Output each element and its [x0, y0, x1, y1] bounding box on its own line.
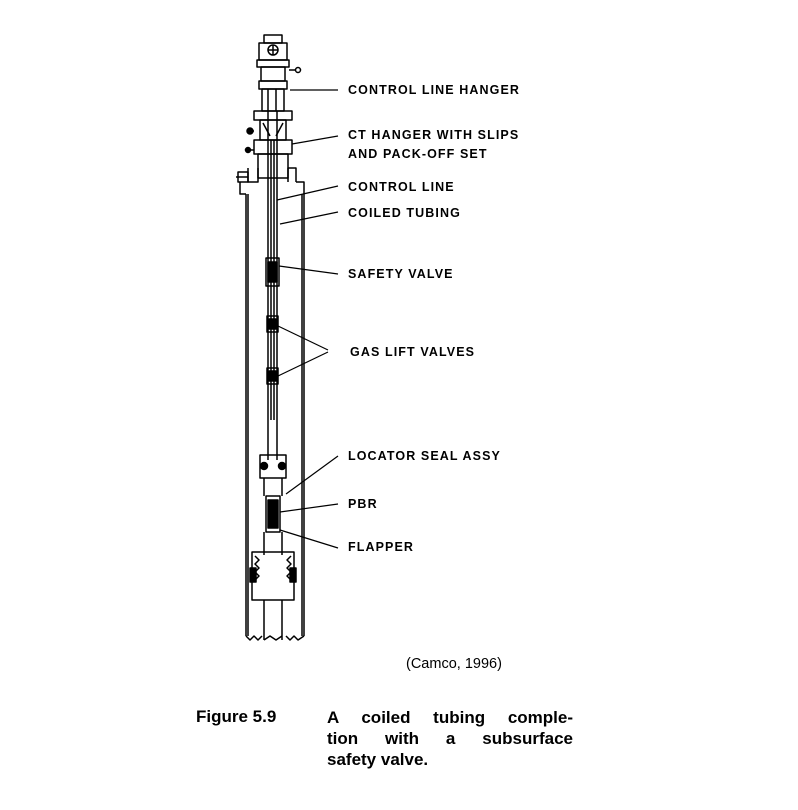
- leader-gas-lift-upper: [278, 326, 328, 350]
- leader-pbr: [280, 504, 338, 512]
- safety-valve-body: [266, 258, 279, 286]
- wellhead-cap: [257, 35, 301, 89]
- leader-lines: [277, 90, 338, 548]
- leader-flapper: [280, 530, 338, 548]
- label-control-line: CONTROL LINE: [348, 180, 455, 194]
- gas-lift-valve-upper: [267, 316, 278, 332]
- label-gas-lift-valves: GAS LIFT VALVES: [350, 345, 476, 359]
- label-ct-hanger-line2: AND PACK-OFF SET: [348, 147, 488, 161]
- label-pbr: PBR: [348, 497, 378, 511]
- figure-number: Figure 5.9: [196, 707, 277, 726]
- leader-coiled-tubing: [280, 212, 338, 224]
- leader-locator-seal: [286, 456, 338, 494]
- caption-line-1: A coiled tubing comple-: [327, 708, 573, 727]
- pbr-flapper: [264, 496, 282, 555]
- figure-caption: [327, 707, 573, 770]
- leader-safety-valve: [279, 266, 338, 274]
- label-flapper: FLAPPER: [348, 540, 415, 554]
- source-citation: (Camco, 1996): [406, 656, 502, 672]
- label-ct-hanger-line1: CT HANGER WITH SLIPS: [348, 128, 520, 142]
- caption-line-3: safety valve.: [327, 750, 429, 769]
- packer: [250, 552, 296, 640]
- leader-control-line: [277, 186, 338, 200]
- casing-head: [236, 168, 304, 194]
- label-coiled-tubing: COILED TUBING: [348, 206, 461, 220]
- locator-seal-assembly: [260, 455, 286, 496]
- label-safety-valve: SAFETY VALVE: [348, 267, 454, 281]
- label-locator-seal-assy: LOCATOR SEAL ASSY: [348, 449, 501, 463]
- leader-gas-lift-lower: [278, 352, 328, 376]
- label-control-line-hanger: CONTROL LINE HANGER: [348, 83, 521, 97]
- leader-ct-hanger: [292, 136, 338, 144]
- gas-lift-valve-lower: [267, 368, 278, 384]
- caption-line-2: tion with a subsurface: [327, 729, 573, 748]
